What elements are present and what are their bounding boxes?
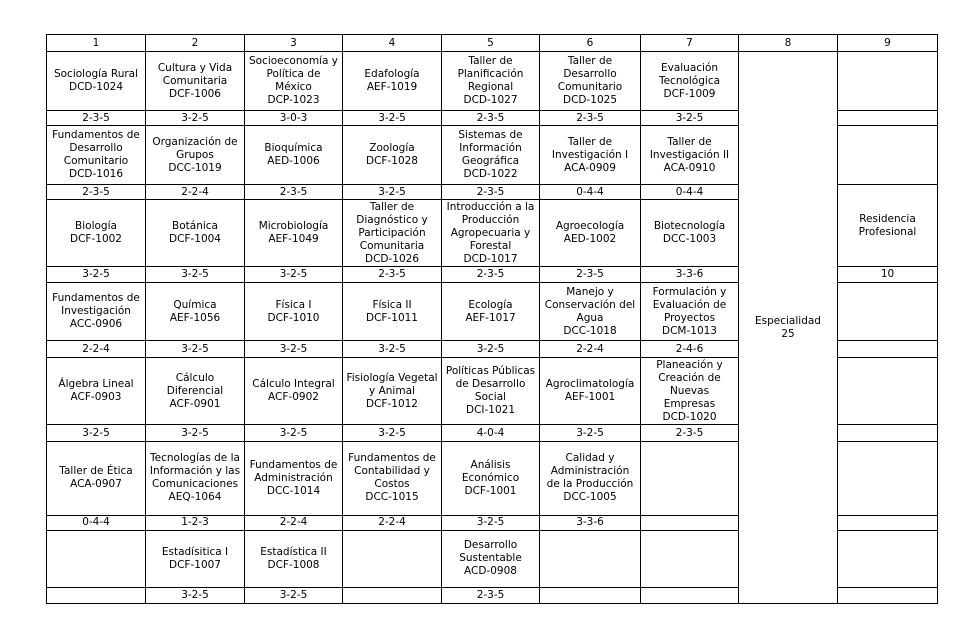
course-cell — [442, 530, 540, 587]
course-code: ACA-0910 — [663, 161, 716, 174]
credits-cell: 3-2-5 — [245, 587, 343, 603]
course-name: Fundamentos de Investigación — [52, 292, 140, 318]
course-code: DCF-1002 — [70, 233, 122, 246]
semester-header-6: 6 — [540, 35, 641, 52]
course-code: DCD-1027 — [463, 94, 518, 107]
course-cell — [245, 530, 343, 587]
course-code: DCC-1014 — [266, 484, 321, 497]
credits-cell: 2-3-5 — [343, 267, 442, 283]
grid-body — [47, 35, 938, 604]
course-cell — [442, 200, 540, 267]
course-cell — [343, 441, 442, 515]
course-cell — [47, 126, 146, 185]
semester-9-empty-cell — [838, 52, 938, 111]
credits-cell: 3-2-5 — [146, 267, 245, 283]
course-cell — [540, 530, 641, 587]
course-name: Socioeconomía y Política de México — [248, 55, 339, 94]
course-name: Planeación y Creación de Nuevas Empresas — [656, 358, 723, 410]
course-cell — [343, 530, 442, 587]
course-cell — [641, 126, 739, 185]
course-code: DCC-1015 — [365, 491, 419, 504]
credits-cell: 3-2-5 — [47, 425, 146, 441]
semester-header-3: 3 — [245, 35, 343, 52]
course-name: Taller de Planificación Regional — [457, 55, 524, 94]
course-code: DCC-1003 — [662, 233, 717, 246]
course-code: AED-1002 — [563, 233, 617, 246]
course-code: AEF-1001 — [564, 391, 616, 404]
semester-9-empty-cell — [838, 341, 938, 358]
course-name: Taller de Ética — [59, 465, 133, 478]
credits-cell: 2-4-6 — [641, 341, 739, 358]
course-name: Cálculo Integral — [252, 378, 335, 391]
credits-cell: 2-3-5 — [641, 425, 739, 441]
course-code: DCF-1006 — [169, 87, 221, 100]
course-name: Taller de Investigación II — [649, 135, 730, 161]
course-cell — [47, 530, 146, 587]
course-name: Tecnologías de la Información y las Comunicaciones — [149, 452, 241, 491]
course-name: Formulación y Evaluación de Proyectos — [652, 285, 727, 324]
course-cell — [641, 358, 739, 425]
course-name: Desarrollo Sustentable — [459, 539, 522, 565]
course-cell — [146, 358, 245, 425]
course-name: Agroclimatología — [545, 378, 635, 391]
semester-header-1: 1 — [47, 35, 146, 52]
credits-cell: 3-2-5 — [146, 587, 245, 603]
course-cell — [641, 200, 739, 267]
credits-cell: 3-2-5 — [47, 267, 146, 283]
semester-header-4: 4 — [343, 35, 442, 52]
course-code: ACA-0909 — [564, 161, 616, 174]
course-cell — [146, 283, 245, 341]
credits-cell: 3-2-5 — [146, 341, 245, 358]
semester-9-empty-cell — [838, 126, 938, 185]
course-cell — [343, 126, 442, 185]
course-name: Microbiología — [258, 220, 329, 233]
credits-cell: 2-3-5 — [47, 111, 146, 126]
semester-9-empty-cell — [838, 111, 938, 126]
course-cell — [245, 200, 343, 267]
credits-cell: 3-2-5 — [442, 341, 540, 358]
course-name: Políticas Públicas de Desarrollo Social — [445, 365, 536, 404]
credits-cell: 2-2-4 — [540, 341, 641, 358]
course-code: DCF-1009 — [663, 87, 716, 100]
course-code: DCC-1018 — [563, 324, 617, 337]
credits-cell: 0-4-4 — [540, 185, 641, 200]
curriculum-grid — [46, 34, 938, 604]
course-name: Biología — [75, 220, 117, 233]
especialidad-label: Especialidad — [755, 314, 821, 327]
course-code: DCD-1016 — [68, 168, 123, 181]
credits-cell: 2-3-5 — [245, 185, 343, 200]
credits-cell: 2-2-4 — [47, 341, 146, 358]
semester-header-5: 5 — [442, 35, 540, 52]
credits-cell: 2-3-5 — [442, 111, 540, 126]
course-cell — [245, 52, 343, 111]
course-name: Edafología — [364, 68, 420, 81]
credits-cell: 3-0-3 — [245, 111, 343, 126]
credits-cell: 0-4-4 — [47, 515, 146, 530]
course-name: Fisiología Vegetal y Animal — [346, 371, 438, 397]
course-code: DCF-1008 — [267, 558, 320, 571]
course-code: DCF-1001 — [464, 484, 517, 497]
course-cell — [540, 52, 641, 111]
course-code: DCF-1007 — [169, 558, 221, 571]
credits-cell: 2-3-5 — [442, 185, 540, 200]
course-cell — [146, 126, 245, 185]
credits-cell: 3-2-5 — [146, 111, 245, 126]
credits-cell: 3-3-6 — [641, 267, 739, 283]
credits-cell: 3-2-5 — [442, 515, 540, 530]
course-name: Sociología Rural — [53, 68, 139, 81]
course-name: Cultura y Vida Comunitaria — [157, 61, 233, 87]
course-code: ACA-0907 — [70, 478, 122, 491]
credits-cell: 2-3-5 — [442, 267, 540, 283]
semester-9-empty-cell — [838, 530, 938, 587]
course-cell — [641, 530, 739, 587]
course-cell — [540, 441, 641, 515]
course-cell — [47, 358, 146, 425]
semester-header-8: 8 — [739, 35, 838, 52]
residencia-credits: 10 — [838, 267, 938, 283]
course-cell — [442, 441, 540, 515]
semester-9-empty-cell — [838, 425, 938, 441]
course-code: ACC-0906 — [69, 318, 123, 331]
course-name: Organización de Grupos — [152, 135, 238, 161]
credits-cell — [540, 587, 641, 603]
credits-cell: 2-3-5 — [442, 587, 540, 603]
course-code: DCD-1024 — [68, 81, 123, 94]
residencia-label: Residencia Profesional — [858, 212, 917, 238]
course-code: DCD-1025 — [562, 94, 617, 107]
credits-cell: 3-2-5 — [245, 341, 343, 358]
course-name: Biotecnología — [653, 220, 726, 233]
credits-cell: 1-2-3 — [146, 515, 245, 530]
course-cell — [146, 52, 245, 111]
course-name: Estadística II — [260, 545, 327, 558]
credits-cell: 3-2-5 — [641, 111, 739, 126]
course-code: DCF-1028 — [366, 155, 418, 168]
course-cell — [343, 200, 442, 267]
credits-cell: 3-2-5 — [540, 425, 641, 441]
course-code: DCP-1023 — [267, 94, 320, 107]
course-cell — [245, 126, 343, 185]
especialidad-credits: 25 — [781, 327, 795, 340]
course-code: DCC-1005 — [563, 491, 617, 504]
course-name: Álgebra Lineal — [58, 378, 134, 391]
course-cell — [47, 200, 146, 267]
course-code: AEF-1019 — [366, 81, 418, 94]
credits-cell: 4-0-4 — [442, 425, 540, 441]
credits-cell — [47, 587, 146, 603]
course-code: DCI-1021 — [465, 404, 516, 417]
course-name: Manejo y Conservación del Agua — [544, 285, 636, 324]
semester-9-empty-cell — [838, 441, 938, 515]
course-cell — [47, 283, 146, 341]
course-code: AEF-1049 — [268, 233, 319, 246]
course-code: DCD-1017 — [463, 252, 518, 265]
semester-9-empty-cell — [838, 358, 938, 425]
course-cell — [442, 52, 540, 111]
course-cell — [641, 52, 739, 111]
course-cell — [540, 358, 641, 425]
course-name: Análisis Económico — [461, 458, 520, 484]
semester-9-empty-cell — [838, 283, 938, 341]
course-cell — [146, 530, 245, 587]
course-row — [47, 52, 938, 111]
course-cell — [343, 52, 442, 111]
course-name: Introducción a la Producción Agropecuaria y Forestal — [446, 200, 535, 252]
course-cell — [442, 358, 540, 425]
semester-9-empty-cell — [838, 515, 938, 530]
credits-cell: 3-2-5 — [343, 425, 442, 441]
course-name: Física II — [372, 298, 412, 311]
course-code: DCD-1020 — [662, 410, 717, 423]
course-cell — [641, 283, 739, 341]
semester-9-empty-cell — [838, 587, 938, 603]
course-cell — [540, 200, 641, 267]
course-cell — [146, 200, 245, 267]
course-code: AEF-1056 — [169, 311, 221, 324]
semester-header-row — [47, 35, 938, 52]
credits-cell: 2-2-4 — [245, 515, 343, 530]
credits-cell — [641, 515, 739, 530]
course-name: Calidad y Administración de la Producción — [546, 452, 634, 491]
course-name: Evaluación Tecnológica — [658, 61, 721, 87]
credits-cell: 3-2-5 — [245, 267, 343, 283]
course-cell — [540, 126, 641, 185]
course-cell — [641, 441, 739, 515]
course-name: Fundamentos de Contabilidad y Costos — [348, 452, 436, 491]
especialidad-cell — [739, 52, 838, 604]
course-cell — [343, 358, 442, 425]
course-code: AED-1006 — [267, 155, 320, 168]
residencia-cell — [838, 185, 938, 267]
course-cell — [442, 283, 540, 341]
course-name: Taller de Investigación I — [551, 135, 629, 161]
credits-cell: 2-3-5 — [540, 267, 641, 283]
course-name: Bioquímica — [264, 142, 323, 155]
course-cell — [343, 283, 442, 341]
credits-cell: 2-2-4 — [146, 185, 245, 200]
course-name: Zoología — [369, 142, 415, 155]
course-code: AEF-1017 — [465, 311, 516, 324]
course-cell — [245, 358, 343, 425]
credits-cell: 3-2-5 — [343, 111, 442, 126]
course-code: DCF-1004 — [169, 233, 221, 246]
credits-cell: 2-3-5 — [47, 185, 146, 200]
course-cell — [47, 52, 146, 111]
credits-cell — [641, 587, 739, 603]
course-name: Cálculo Diferencial — [166, 371, 224, 397]
course-code: DCD-1026 — [364, 252, 419, 265]
course-name: Estadísitica I — [161, 545, 229, 558]
course-name: Ecología — [468, 298, 513, 311]
course-code: ACD-0908 — [464, 565, 517, 578]
course-code: DCF-1012 — [366, 397, 418, 410]
course-code: DCF-1011 — [366, 311, 418, 324]
credits-cell — [343, 587, 442, 603]
course-code: AEQ-1064 — [168, 491, 222, 504]
course-name: Física I — [275, 298, 312, 311]
course-name: Taller de Diagnóstico y Participación Comunitaria — [356, 200, 428, 252]
credits-cell: 3-2-5 — [245, 425, 343, 441]
course-code: DCC-1019 — [168, 161, 222, 174]
course-code: DCM-1013 — [662, 324, 717, 337]
semester-header-7: 7 — [641, 35, 739, 52]
credits-cell: 2-3-5 — [540, 111, 641, 126]
course-name: Fundamentos de Desarrollo Comunitario — [52, 129, 140, 168]
credits-cell: 0-4-4 — [641, 185, 739, 200]
credits-cell: 3-2-5 — [146, 425, 245, 441]
course-name: Química — [173, 298, 217, 311]
course-name: Sistemas de Información Geográfica — [458, 129, 523, 168]
course-cell — [47, 441, 146, 515]
course-code: DCD-1022 — [463, 168, 518, 181]
course-cell — [245, 441, 343, 515]
course-cell — [245, 283, 343, 341]
course-name: Agroecología — [555, 220, 625, 233]
semester-header-9: 9 — [838, 35, 938, 52]
credits-cell: 2-2-4 — [343, 515, 442, 530]
course-cell — [540, 283, 641, 341]
credits-cell: 3-3-6 — [540, 515, 641, 530]
credits-cell: 3-2-5 — [343, 185, 442, 200]
course-code: ACF-0902 — [268, 391, 319, 404]
course-code: ACF-0903 — [70, 391, 122, 404]
semester-header-2: 2 — [146, 35, 245, 52]
course-cell — [442, 126, 540, 185]
course-name: Taller de Desarrollo Comunitario — [557, 55, 623, 94]
course-code: ACF-0901 — [169, 397, 221, 410]
course-name: Botánica — [172, 220, 218, 233]
course-code: DCF-1010 — [267, 311, 320, 324]
course-name: Fundamentos de Administración — [249, 458, 338, 484]
course-cell — [146, 441, 245, 515]
credits-cell: 3-2-5 — [343, 341, 442, 358]
